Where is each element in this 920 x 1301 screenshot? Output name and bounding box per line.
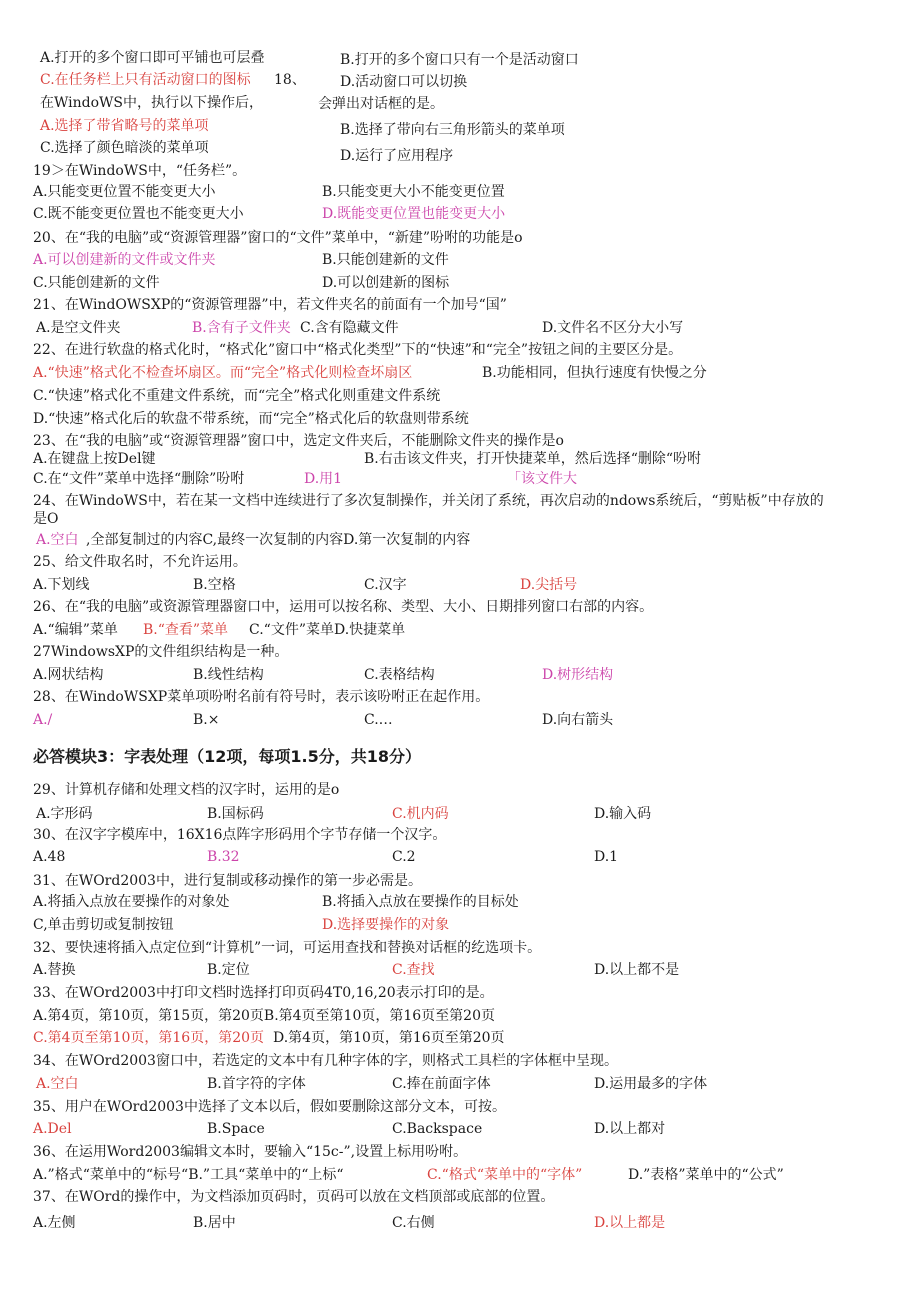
q21-option-c: C.含有隐藏文件	[300, 320, 399, 336]
q19-option-d-answer: D.既能变更位置也能变更大小	[322, 206, 506, 222]
q37-option-b: B.居中	[193, 1215, 236, 1231]
q19-option-a: A.只能变更位置不能变更大小	[33, 184, 216, 200]
q31-option-c: C,单击剪切或复制按钮	[33, 917, 174, 933]
q34-option-c: C.捧在前面字体	[392, 1076, 491, 1092]
q37-option-d-answer: D.以上都是	[594, 1215, 666, 1231]
q29-option-a: A.字形码	[36, 806, 93, 822]
q27-option-a: A.网状结构	[33, 667, 104, 683]
q36-stem: 36、在运用Word2003编辑文本时，要输入“15c-”,设置上标用吩咐。	[33, 1144, 468, 1160]
q17-option-d: D.活动窗口可以切换	[340, 74, 468, 90]
q29-option-c-answer: C.机内码	[392, 806, 449, 822]
q27-option-b: B.线性结构	[193, 667, 264, 683]
q18-stem-cont: 会弹出对话框的是。	[318, 96, 444, 112]
q27-option-d-answer: D.树形结构	[542, 667, 614, 683]
q24-option-a-answer: A.空白	[36, 532, 79, 548]
q23-option-b: B.右击该文件夹，打开快捷菜单，然后选择“删除“吩咐	[364, 451, 702, 467]
q19-option-c: C.既不能变更位置也不能变更大小	[33, 206, 244, 222]
q24-stem: 24、在WindoWS中，若在某一文档中连续进行了多次复制操作，并关闭了系统，再次启动的ndows系统后，“剪贴板”中存放的	[33, 493, 824, 509]
q30-option-a: A.48	[33, 849, 66, 865]
q33-option-c-answer: C.第4页至第10页，第16页，第20页	[33, 1030, 265, 1046]
q23-option-c: C.在“文件”菜单中选择“删除”吩咐	[33, 471, 245, 487]
q32-option-d: D.以上都不是	[594, 962, 680, 978]
q35-stem: 35、用户在WOrd2003中选择了文本以后，假如要删除这部分文本，可按。	[33, 1099, 506, 1115]
q34-option-a-answer: A.空白	[36, 1076, 79, 1092]
q23-stem: 23、在“我的电脑”或“资源管理器”窗口中，选定文件夹后，不能删除文件夹的操作是o	[33, 433, 564, 449]
q25-option-c: C.汉字	[364, 577, 407, 593]
q17-option-b: B.打开的多个窗口只有一个是活动窗口	[340, 52, 579, 68]
q32-stem: 32、要快速将插入点定位到“计算机”一词，可运用查找和替换对话框的纥选项卡。	[33, 940, 542, 956]
q28-option-b: B.×	[193, 712, 220, 728]
q20-option-b: B.只能创建新的文件	[322, 252, 449, 268]
q24-options-bcd: ,全部复制过的内容C,最终一次复制的内容D.第一次复制的内容	[86, 532, 471, 548]
q21-stem: 21、在WindOWSXP的“资源管理器”中，若文件夹名的前面有一个加号“国”	[33, 297, 507, 313]
q37-option-c: C.右侧	[392, 1215, 435, 1231]
q25-option-b: B.空格	[193, 577, 236, 593]
q35-option-b: B.Space	[207, 1121, 265, 1137]
q22-option-b: B.功能相同，但执行速度有快慢之分	[482, 365, 707, 381]
q30-option-d: D.1	[594, 849, 619, 865]
q33-stem: 33、在WOrd2003中打印文档时选择打印页码4T0,16,20表示打印的是。	[33, 985, 494, 1001]
q25-option-a: A.下划线	[33, 577, 90, 593]
q31-stem: 31、在WOrd2003中，进行复制或移动操作的第一步必需是。	[33, 873, 422, 889]
q18-option-b: B.选择了带向右三角形箭头的菜单项	[340, 122, 565, 138]
q28-stem: 28、在WindoWSXP菜单项吩咐名前有符号时，表示该吩咐正在起作用。	[33, 689, 490, 705]
q28-option-d: D.向右箭头	[542, 712, 614, 728]
q21-option-d: D.文件名不区分大小写	[542, 320, 684, 336]
q18-stem: 在WindoWS中，执行以下操作后，	[40, 95, 264, 111]
q22-stem: 22、在进行软盘的格式化时，“格式化”窗口中“格式化类型”下的“快速”和“完全”按钮之间的主要区分是。	[33, 342, 683, 358]
q19-stem: 19＞在WindoWS中，“任务栏”。	[33, 163, 247, 179]
q36-options-ab: A.”格式“菜单中的“标号“B.”工具“菜单中的“上标“	[33, 1167, 344, 1183]
q22-option-d: D.“快速”格式化后的软盘不带系统，而“完全”格式化后的软盘则带系统	[33, 411, 469, 427]
q31-option-a: A.将插入点放在要操作的对象处	[33, 894, 230, 910]
q17-option-c-answer: C.在任务栏上只有活动窗口的图标	[40, 72, 251, 88]
q18-option-d: D.运行了应用程序	[340, 148, 454, 164]
q20-option-a-answer: A.可以创建新的文件或文件夹	[33, 252, 216, 268]
q30-stem: 30、在汉字字模库中，16X16点阵字形码用个字节存储一个汉字。	[33, 827, 447, 843]
q26-option-a: A.“编辑”菜单	[33, 622, 118, 638]
q29-option-b: B.国标码	[207, 806, 264, 822]
q27-option-c: C.表格结构	[364, 667, 435, 683]
q36-option-d: D.”表格”菜单中的“公式”	[628, 1167, 784, 1183]
q26-options-cd: C.“文件”菜单D.快捷菜单	[249, 622, 406, 638]
q26-option-b-answer: B.“查看”菜单	[143, 622, 229, 638]
section-heading-module-3: 必答模块3：字表处理（12项，每项1.5分，共18分）	[33, 747, 422, 766]
q25-option-d-answer: D.尖括号	[520, 577, 578, 593]
q29-stem: 29、计算机存储和处理文档的汉字时，运用的是o	[33, 782, 340, 798]
q35-option-d: D.以上都对	[594, 1121, 666, 1137]
q34-stem: 34、在WOrd2003窗口中，若选定的文本中有几种字体的字，则格式工具栏的字体框中呈现。	[33, 1053, 618, 1069]
q34-option-b: B.首字符的字体	[207, 1076, 306, 1092]
q32-option-b: B.定位	[207, 962, 250, 978]
q30-option-c: C.2	[392, 849, 416, 865]
q26-stem: 26、在“我的电脑”或资源管理器窗口中，运用可以按名称、类型、大小、日期排列窗口右部的内容。	[33, 599, 654, 615]
q34-option-d: D.运用最多的字体	[594, 1076, 708, 1092]
q33-option-d: D.第4页，第10页，第16页至第20页	[273, 1030, 505, 1046]
q31-option-b: B.将插入点放在要操作的目标处	[322, 894, 519, 910]
q18-option-c: C.选择了颜色暗淡的菜单项	[40, 140, 209, 156]
q22-option-c: C.“快速”格式化不重建文件系统，而“完全”格式化则重建文件系统	[33, 388, 441, 404]
q18-number: 18、	[274, 72, 306, 88]
q29-option-d: D.输入码	[594, 806, 652, 822]
q20-option-d: D.可以创建新的图标	[322, 275, 450, 291]
q32-option-a: A.替换	[33, 962, 76, 978]
q36-option-c-answer: C.“格式“菜单中的“字体”	[427, 1167, 583, 1183]
q35-option-c: C.Backspace	[392, 1121, 483, 1137]
q37-stem: 37、在WOrd的操作中，为文档添加页码时，页码可以放在文档顶部或底部的位置。	[33, 1189, 555, 1205]
q31-option-d-answer: D.选择要操作的对象	[322, 917, 450, 933]
q23-option-d-answer-cont: 「该文件大	[507, 471, 577, 487]
q23-option-a: A.在键盘上按Del键	[33, 451, 156, 467]
q18-option-a-answer: A.选择了带省略号的菜单项	[40, 118, 209, 134]
q19-option-b: B.只能变更大小不能变更位置	[322, 184, 505, 200]
q20-stem: 20、在“我的电脑”或“资源管理器”窗口的“文件”菜单中，“新建”吩咐的功能是o	[33, 230, 523, 246]
q23-option-d-answer: D.用1	[304, 471, 343, 487]
q17-option-a: A.打开的多个窗口即可平铺也可层叠	[40, 50, 265, 66]
q32-option-c-answer: C.查找	[392, 962, 435, 978]
q28-option-c: C.…	[364, 712, 393, 728]
q24-stem-cont: 是O	[33, 511, 59, 527]
q37-option-a: A.左侧	[33, 1215, 76, 1231]
q20-option-c: C.只能创建新的文件	[33, 275, 160, 291]
q25-stem: 25、给文件取名时，不允许运用。	[33, 554, 247, 570]
q30-option-b-answer: B.32	[207, 849, 240, 865]
q28-option-a-answer: A./	[33, 712, 53, 728]
q33-options-ab: A.第4页，第10页，第15页，第20页B.第4页至第10页，第16页至第20页	[33, 1008, 495, 1024]
q35-option-a-answer: A.Del	[33, 1121, 72, 1137]
q22-option-a-answer: A.“快速”格式化不检查坏扇区。而“完全”格式化则检查坏扇区	[33, 365, 413, 381]
q21-option-b-answer: B.含有子文件夹	[192, 320, 291, 336]
q21-option-a: A.是空文件夹	[36, 320, 121, 336]
q27-stem: 27WindowsXP的文件组织结构是一种。	[33, 644, 289, 660]
